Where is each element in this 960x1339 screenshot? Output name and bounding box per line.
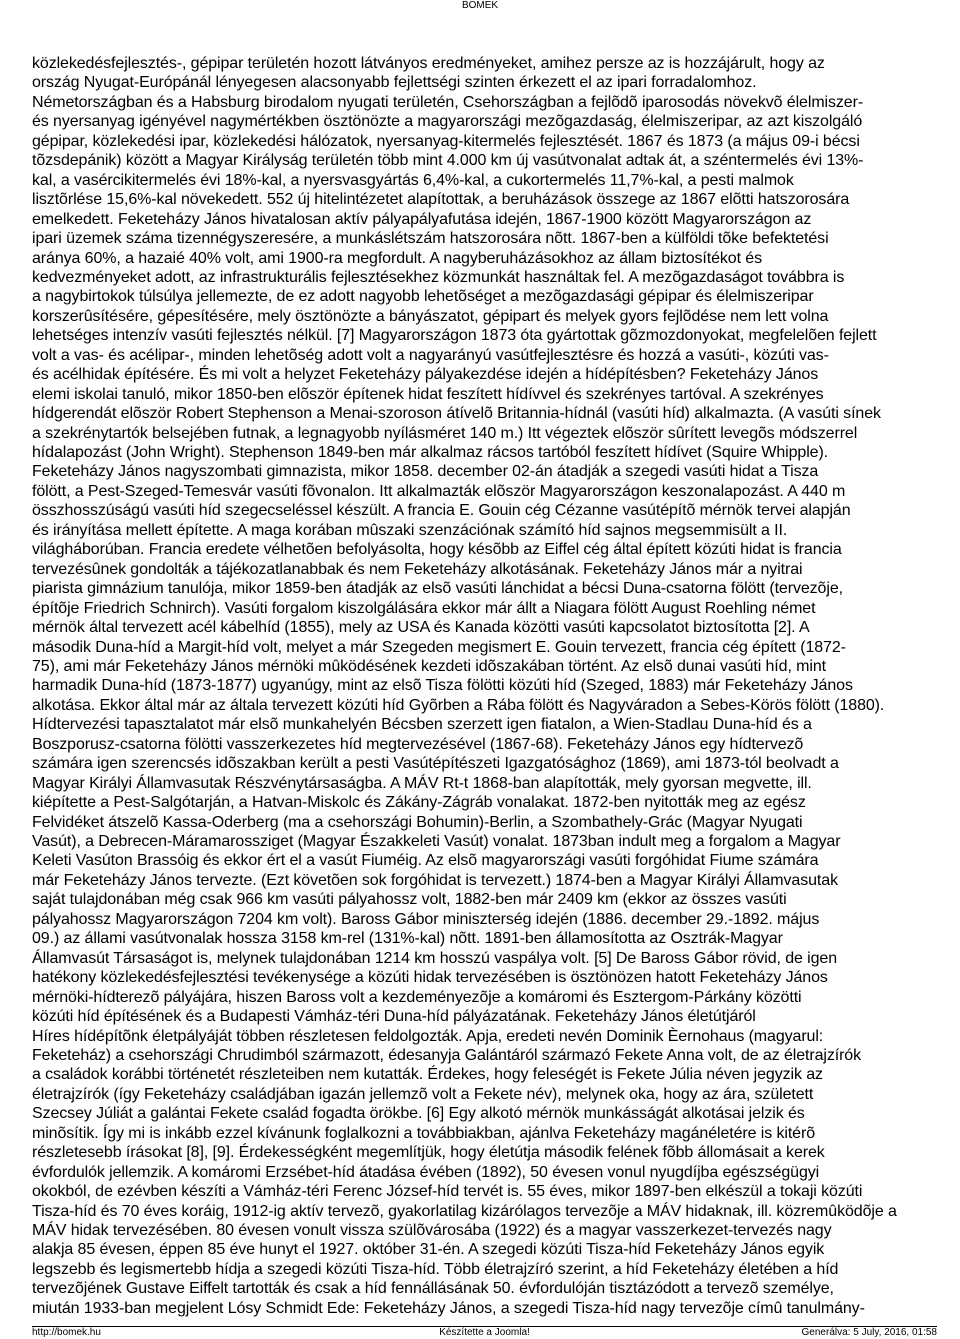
text-line: hídgerendát elõször Robert Stephenson a Menai-szoroson átívelõ Britannia-hídnál (vasúti híd) alkalmazta. (A vasúti sínek: [32, 405, 881, 423]
text-line: közlekedésfejlesztés-, gépipar területén hozott látványos eredményeket, amihez persze az is hozzájárult, hogy az: [32, 55, 825, 72]
text-line: és irányítása mellett építette. A maga korában mûszaki szenzációnak számító híd sajnos megsemmisült a II.: [32, 521, 788, 539]
text-line: már Feketeházy János tervezte. (Ezt követõen sok forgóhidat is tervezett.) 1874-ben a Magyar Királyi Államvasutak: [32, 871, 838, 889]
text-line: aránya 60%, a hazaié 40% volt, ami 1900-ra megfordult. A nagyberuházásokhoz az állam biztosítékot és: [32, 249, 762, 267]
text-line: saját tulajdonában még csak 966 km vasúti pályahossz volt, 1882-ben már 2409 km (ekkor az összes vasúti: [32, 891, 787, 909]
text-line: lehetséges intenzív vasúti fejlesztés nélkül. [7] Magyarországon 1873 óta gyártottak gõzmozdonyokat, megfelelõen fejlett: [32, 327, 877, 345]
text-line: MÁV hidak tervezésében. 80 évesen vonult vissza szülõvárosába (1922) és a magyar vasszerkezet-tervezés nagy: [32, 1222, 832, 1239]
text-line: fölött, a Pest-Szeged-Temesvár vasúti fõvonalon. Itt alkalmazták elõször Magyarországon keszonalapozást. A 440 m: [32, 482, 846, 500]
text-line: kal, a vasércikitermelés évi 18%-kal, a nyersvasgyártás 6,4%-kal, a cukortermelés 11,7%-kal, a pesti malmok: [32, 171, 794, 189]
text-line: Híres hídépítõnk életpályáját többen részletesen feldolgozták. Apja, eredeti nevén Dominik Èernohaus (magyarul:: [32, 1027, 824, 1045]
text-line: emelkedett. Feketeházy János hivatalosan aktív pályapályafutása idején, 1867-1900 között Magyarországon az: [32, 210, 812, 228]
text-line: a nagybirtokok túlsúlya jellemezte, de ez adott nagyobb lehetõséget a mezõgazdasági gépipar és élelmiszeripar: [32, 288, 814, 306]
text-line: életrajzírók (így Feketeházy családjában igazán jellemzõ volt a Fekete név), melynek oka, hogy az ára, született: [32, 1085, 814, 1103]
text-line: 75), ami már Feketeházy János mérnöki mûködésének kezdeti idõszakában történt. Az elsõ dunai vasúti híd, mint: [32, 657, 826, 675]
text-line: közúti híd építésének és a Budapesti Vámház-téri Duna-híd pályázatának. Feketeházy János életútjáról: [32, 1008, 756, 1026]
text-line: minõsítik. Így mi is inkább ezzel kívánunk foglalkozni a továbbiakban, ajánlva Feketeházy magánéletére is kitérõ: [32, 1124, 815, 1142]
text-line: miután 1933-ban megjelent Lósy Schmidt Ede: Feketeházy János, a szegedi Tisza-híd nagy tervezõje címû tanulmány-: [32, 1299, 865, 1317]
text-line: korszerûsítésére, gépesítésére, mely ösztönözte a bányászatot, gépipart és melyek gyors fejlõdése nem lett volna: [32, 307, 829, 325]
site-header: BOMEK: [461, 0, 499, 11]
text-line: hídalapozást (John Wright). Stephenson 1849-ben már alkalmaz rácsos tartóból feszített hídívet (Squire Whipple).: [32, 444, 829, 461]
text-line: harmadik Duna-híd (1873-1877) ugyanúgy, mint az elsõ Tisza fölötti közúti híd (Szeged, 1883) már Feketeházy János: [32, 677, 853, 695]
text-line: tõzsdepánik) között a Magyar Királyság területén több mint 4.000 km új vasútvonalat adtak át, a széntermelés évi 13%-: [32, 152, 864, 170]
text-line: mérnök által tervezett acél kábelhíd (1855), mely az USA és Kanada közötti vasúti kapcsolatot biztosította [2]. A: [32, 619, 810, 637]
footer-site-url[interactable]: http://bomek.hu: [32, 1327, 101, 1338]
text-line: építõje Friedrich Schnirch). Vasúti forgalom kiszolgálására ekkor már állt a Niagara fölött August Roehling német: [32, 599, 816, 617]
text-line: világháborúban. Francia eredete vélhetõen befolyásolta, hogy késõbb az Eiffel cég által épített közúti hidat is francia: [32, 541, 842, 559]
text-line: részletesebb írásokat [8], [9]. Érdekességként megemlítjük, hogy életútja második felének fõbb állomásait a kerek: [32, 1144, 825, 1162]
text-line: lisztõrlése 15,6%-kal növekedett. 552 új hitelintézetet alapítottak, a beruházások összege az 1867 elõtti hatszorosára: [32, 191, 850, 209]
text-line: Magyar Királyi Államvasutak Részvénytársaságba. A MÁV Rt-t 1868-ban alapították, mely gyorsan megvette, ill.: [32, 774, 812, 792]
text-line: elemi iskolai tanuló, mikor 1850-ben elõször építenek hidat feszített hídívvel és szekrényes tartóval. A szekrényes: [32, 385, 824, 403]
text-line: pályahossz Magyarországon 7204 km volt). Baross Gábor miniszterség idején (1886. december 29.-1892. május: [32, 910, 820, 928]
text-line: piarista gimnázium tanulója, mikor 1859-ben átadják az elsõ vasúti lánchidat a bécsi Duna-csatorna fölött (tervezõje,: [32, 580, 843, 598]
text-line: alakja 85 évesen, éppen 85 éve hunyt el 1927. október 31-én. A szegedi közúti Tisza-híd Feketeházy János egyik: [32, 1241, 825, 1259]
text-line: ország Nyugat-Európánál lényegesen alacsonyabb fejlettségi szinten érkezett el az ipari forradalomhoz.: [32, 74, 757, 92]
text-line: hatékony közlekedésfejlesztési tevékenysége a közúti hidak tervezésében is ösztönözen hatott Feketeházy János: [32, 969, 828, 987]
footer-credit: Készítette a Joomla!: [439, 1327, 530, 1338]
text-line: a családok korábbi történetét részleteiben nem kutatták. Érdekes, hogy feleségét is Fekete Júlia néven jegyzik az: [32, 1066, 823, 1084]
text-line: Szecsey Júliát a galántai Fekete család fogadta örökbe. [6] Egy alkotó mérnök munkásságát alkotásai jelzik és: [32, 1105, 805, 1123]
text-line: okokból, de ezévben készíti a Vámház-téri Ferenc József-híd tervét is. 55 éves, mikor 1897-ben elkészül a tokaji közúti: [32, 1183, 863, 1201]
text-line: kedvezményeket adott, az infrastrukturális fejlesztésekhez közmunkát használtak fel. A mezõgazdaságot továbbra is: [32, 268, 845, 286]
text-line: alkotása. Ekkor által már az általa tervezett közúti híd Gyõrben a Rába fölött és Nagyváradon a Sebes-Körös fölött (1880).: [32, 696, 885, 714]
text-line: ipari üzemek száma tizennégyszeresére, a munkáslétszám hatszorosára nõtt. 1867-ben a külföldi tõke befektetési: [32, 230, 829, 248]
text-line: legszebb és legismertebb hídja a szegedi közúti Tisza-híd. Több életrajzíró szerint, a híd Feketeházy életében a híd: [32, 1260, 839, 1278]
text-line: volt a vas- és acélipar-, minden lehetõség adott volt a nagyarányú vasútfejlesztésre és hozzá a vasúti-, közúti vas-: [32, 346, 829, 364]
text-line: mérnöki-hídterezõ pályájára, hiszen Baross volt a kezdeményezõje a komáromi és Esztergom-Párkány közötti: [32, 988, 802, 1006]
footer-generated-date: Generálva: 5 July, 2016, 01:58: [801, 1327, 937, 1338]
text-line: a szekrénytartók belsejében futnak, a legnagyobb nyílásméret 140 m.) Itt végeztek elõször sûrített levegõs módszerrel: [32, 424, 858, 442]
text-line: és acélhidak építésére. És mi volt a helyzet Feketeházy pályakezdése idején a hídépítésben? Feketeházy János: [32, 366, 819, 384]
text-line: második Duna-híd a Margit-híd volt, melyet a már Szegeden megismert E. Gouin tervezett, francia cég épített (1872-: [32, 638, 846, 656]
text-line: Németországban és a Habsburg birodalom nyugati területén, Csehországban a fejlõdõ iparosodás növekvõ élelmiszer-: [32, 93, 864, 111]
text-line: tervezõjének Gustave Eiffelt tartották és csak a híd fennállásának 50. évfordulóján tisztázódott a tervezõ személye,: [32, 1280, 834, 1298]
text-line: számára igen szerencsés idõszakban került a pesti Vasútépítészeti Igazgatósághoz (1869), ami 1873-tól beolvadt a: [32, 755, 839, 773]
text-line: Hídtervezési tapasztalatot már elsõ munkahelyén Bécsben szerzett igen fiatalon, a Wien-Stadlau Duna-híd és a: [32, 716, 812, 734]
text-line: 09.) az állami vasútvonalak hossza 3158 km-rel (131%-kal) nõtt. 1891-ben államosította az Osztrák-Magyar: [32, 930, 783, 948]
text-line: évfordulók jellemzik. A komáromi Erzsébet-híd átadása évében (1892), 50 évesen vonul nyugdíjba egészségügyi: [32, 1163, 820, 1181]
text-line: gépipar, közlekedési ipar, közlekedési hálózatok, nyersanyag-kitermelés fejlesztését. 1867 és 1873 (a május 09-i bécsi: [32, 132, 860, 150]
text-line: Boszporusz-csatorna fölötti vasszerkezetes híd megtervezésével (1867-68). Feketeházy János egy hídtervezõ: [32, 735, 804, 753]
text-line: Keleti Vasúton Brassóig és ekkor ért el a vasút Fiuméig. Az elsõ magyarországi vasúti forgóhidat Fiume számára: [32, 852, 819, 870]
text-line: Államvasút Társaságot is, melynek tulajdonában 1214 km hosszú vaspálya volt. [5] De Baross Gábor rövid, de igen: [32, 949, 838, 967]
text-line: és nyersanyag igényével nagymértékben ösztönözte a magyarországi mezõgazdaság, élelmiszeripar, az azt kiszolgáló: [32, 113, 863, 131]
text-line: tervezésûnek gondolták a tájékozatlanabbak és nem Feketeházy alkotásának. Feketeházy János már a nyitrai: [32, 560, 803, 578]
text-line: Feketeházy János nagyszombati gimnazista, mikor 1858. december 02-án átadják a szegedi vasúti hidat a Tisza: [32, 463, 819, 481]
page-footer: [32, 1326, 937, 1339]
text-line: Vasút), a Debrecen-Máramarossziget (Magyar Északkeleti Vasút) vonalat. 1873ban indult meg a forgalom a Magyar: [32, 833, 841, 850]
text-line: Feketeház) a csehországi Chrudimból származott, édesanyja Galántáról származó Fekete Anna volt, de az életrajzírók: [32, 1046, 862, 1064]
text-line: Tisza-híd és 70 éves koráig, 1912-ig aktív tervezõ, gyakorlatilag kizárólagos tervezõje a MÁV hidaknak, ill. közremûködõje a: [32, 1202, 897, 1220]
text-line: Felvidéket átszelõ Kassa-Oderberg (ma a csehországi Bohumin)-Berlin, a Szombathely-Grác (Magyar Nyugati: [32, 813, 803, 831]
text-line: összhosszúságú vasúti híd szegecseléssel készült. A francia E. Gouin cég Cézanne vasútépítõ mérnök tervei alapján: [32, 502, 851, 520]
text-line: kiépítette a Pest-Salgótarján, a Hatvan-Miskolc és Zákány-Zágráb vonalakat. 1872-ben nyitották meg az egész: [32, 794, 806, 812]
